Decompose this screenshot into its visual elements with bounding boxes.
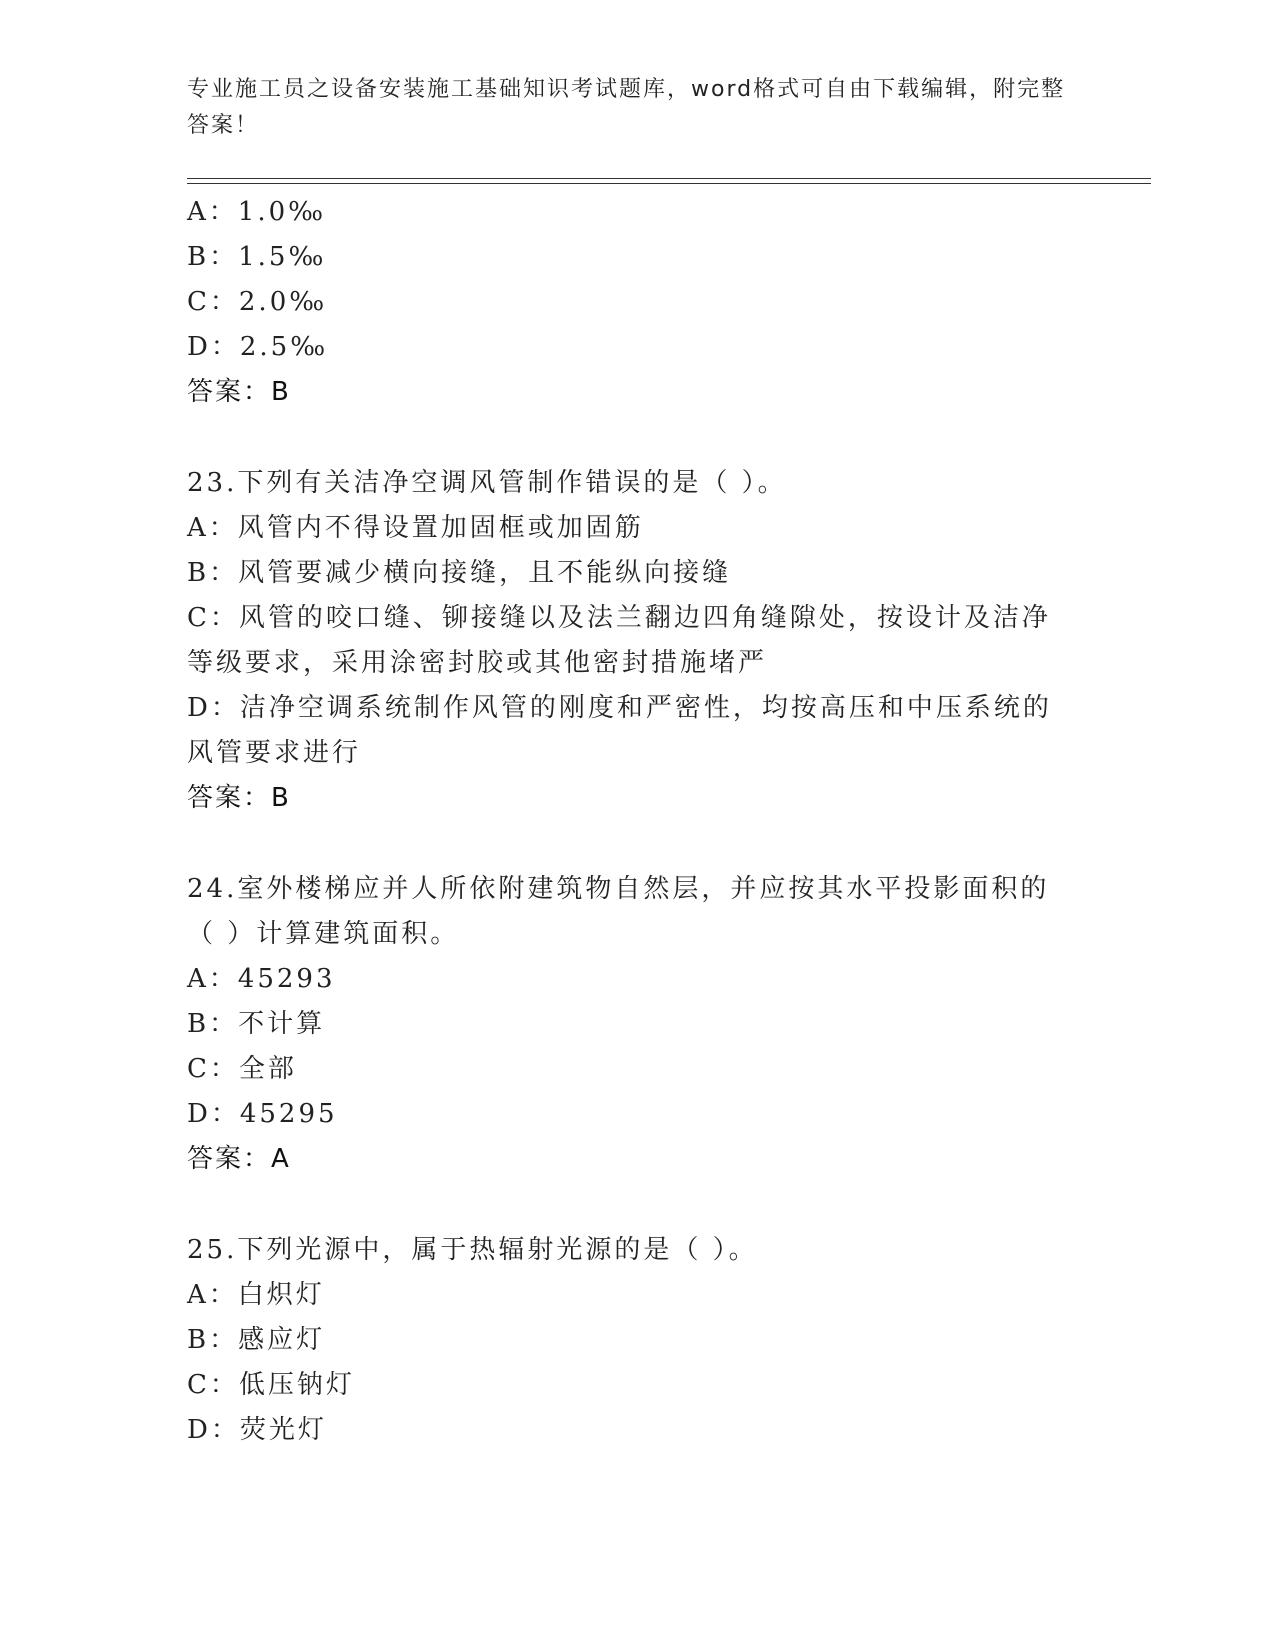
option-d: D：45295 <box>187 1099 338 1129</box>
header-divider-top <box>187 178 1151 179</box>
option-a: A：45293 <box>187 964 336 994</box>
question-22 <box>187 190 1087 415</box>
question-text: 25.下列光源中，属于热辐射光源的是（ ）。 <box>187 1235 758 1265</box>
question-24 <box>187 867 1087 1182</box>
spacer <box>187 1182 1087 1228</box>
option-a: A：白炽灯 <box>187 1280 325 1310</box>
option-b: B：不计算 <box>187 1009 326 1039</box>
question-list <box>187 190 1087 1453</box>
question-25 <box>187 1228 1087 1453</box>
option-b: B：1.5‰ <box>187 242 327 272</box>
question-text: 24.室外楼梯应并人所依附建筑物自然层，并应按其水平投影面积的（ ）计算建筑面积。 <box>187 874 1050 949</box>
option-b: B：感应灯 <box>187 1325 326 1355</box>
answer: 答案：A <box>187 1144 291 1174</box>
option-c: C：全部 <box>187 1054 297 1084</box>
option-d: D：2.5‰ <box>187 332 329 362</box>
document-header: 专业施工员之设备安装施工基础知识考试题库，word格式可自由下载编辑，附完整答案！ <box>187 77 1066 138</box>
question-text: 23.下列有关洁净空调风管制作错误的是（ ）。 <box>187 468 787 498</box>
option-d: D：荧光灯 <box>187 1415 327 1445</box>
answer: 答案：B <box>187 783 291 813</box>
option-a: A：1.0‰ <box>187 197 327 227</box>
option-c: C：风管的咬口缝、铆接缝以及法兰翻边四角缝隙处，按设计及洁净等级要求，采用涂密封胶或其他密封措施堵严 <box>187 603 1051 678</box>
option-c: C：低压钠灯 <box>187 1370 355 1400</box>
spacer <box>187 821 1087 867</box>
option-c: C：2.0‰ <box>187 287 328 317</box>
option-b: B：风管要减少横向接缝，且不能纵向接缝 <box>187 558 732 588</box>
spacer <box>187 415 1087 461</box>
question-23 <box>187 461 1087 821</box>
answer: 答案：B <box>187 377 291 407</box>
option-a: A：风管内不得设置加固框或加固筋 <box>187 513 644 543</box>
option-d: D：洁净空调系统制作风管的刚度和严密性，均按高压和中压系统的风管要求进行 <box>187 693 1052 768</box>
header-divider-bottom <box>187 183 1151 184</box>
